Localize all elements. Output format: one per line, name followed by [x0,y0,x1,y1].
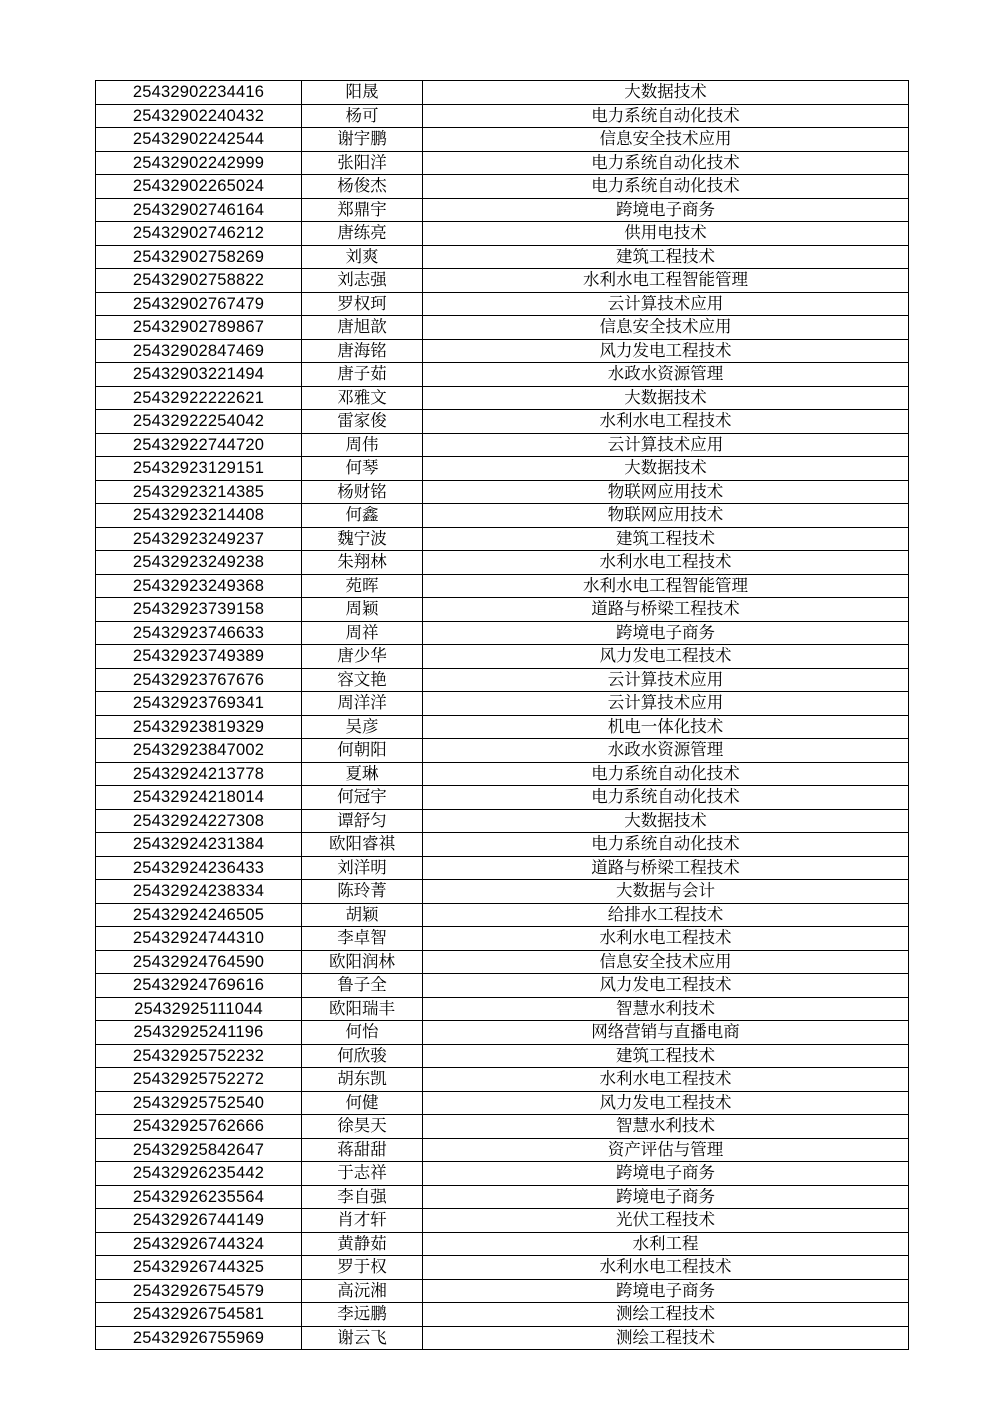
candidate-id: 25432923769341 [96,692,302,716]
candidate-name: 刘志强 [302,269,423,293]
table-row [96,997,909,1021]
table-row [96,269,909,293]
table-row [96,198,909,222]
table-row [96,715,909,739]
candidate-major: 云计算技术应用 [423,692,909,716]
candidate-name: 胡东凯 [302,1068,423,1092]
candidate-id: 25432923129151 [96,457,302,481]
candidate-id: 25432925111044 [96,997,302,1021]
candidate-id: 25432926744324 [96,1232,302,1256]
candidate-id: 25432923249368 [96,574,302,598]
candidate-major: 云计算技术应用 [423,433,909,457]
candidate-name: 唐海铭 [302,339,423,363]
candidate-major: 建筑工程技术 [423,245,909,269]
candidate-major: 智慧水利技术 [423,1115,909,1139]
candidate-id: 25432923214385 [96,480,302,504]
candidate-major: 云计算技术应用 [423,292,909,316]
candidate-id: 25432902789867 [96,316,302,340]
candidate-name: 肖才轩 [302,1209,423,1233]
candidate-major: 大数据技术 [423,457,909,481]
candidate-id: 25432922744720 [96,433,302,457]
candidate-name: 杨财铭 [302,480,423,504]
candidate-name: 陈玲菁 [302,880,423,904]
candidate-major: 电力系统自动化技术 [423,833,909,857]
candidate-name: 黄静茹 [302,1232,423,1256]
table-row [96,151,909,175]
candidate-id: 25432924246505 [96,903,302,927]
table-row [96,1303,909,1327]
candidate-name: 李自强 [302,1185,423,1209]
candidate-id: 25432926744149 [96,1209,302,1233]
table-row [96,81,909,105]
table-row [96,339,909,363]
candidate-name: 何健 [302,1091,423,1115]
candidate-id: 25432924213778 [96,762,302,786]
candidate-name: 罗于权 [302,1256,423,1280]
table-row [96,809,909,833]
candidate-name: 张阳洋 [302,151,423,175]
table-row [96,574,909,598]
table-row [96,363,909,387]
candidate-id: 25432925752540 [96,1091,302,1115]
candidate-major: 道路与桥梁工程技术 [423,598,909,622]
candidate-major: 大数据技术 [423,809,909,833]
candidate-major: 建筑工程技术 [423,1044,909,1068]
candidate-name: 谢宇鹏 [302,128,423,152]
candidate-name: 鲁子全 [302,974,423,998]
candidate-major: 网络营销与直播电商 [423,1021,909,1045]
table-row [96,950,909,974]
candidate-major: 水政水资源管理 [423,363,909,387]
candidate-id: 25432925762666 [96,1115,302,1139]
table-row [96,598,909,622]
candidate-name: 唐练亮 [302,222,423,246]
roster-table-body [96,81,909,1350]
candidate-name: 唐少华 [302,645,423,669]
candidate-name: 高沅湘 [302,1279,423,1303]
table-row [96,786,909,810]
table-row [96,457,909,481]
candidate-id: 25432924744310 [96,927,302,951]
table-row [96,175,909,199]
candidate-id: 25432923214408 [96,504,302,528]
candidate-name: 容文艳 [302,668,423,692]
candidate-name: 何琴 [302,457,423,481]
table-row [96,1068,909,1092]
candidate-name: 杨俊杰 [302,175,423,199]
candidate-major: 风力发电工程技术 [423,339,909,363]
candidate-name: 邓雅文 [302,386,423,410]
candidate-id: 25432902240432 [96,104,302,128]
table-row [96,410,909,434]
candidate-major: 水利水电工程智能管理 [423,269,909,293]
candidate-major: 水利水电工程智能管理 [423,574,909,598]
table-row [96,128,909,152]
candidate-id: 25432902234416 [96,81,302,105]
candidate-name: 杨可 [302,104,423,128]
candidate-major: 风力发电工程技术 [423,1091,909,1115]
candidate-major: 电力系统自动化技术 [423,104,909,128]
candidate-major: 电力系统自动化技术 [423,762,909,786]
candidate-name: 周伟 [302,433,423,457]
candidate-major: 水利水电工程技术 [423,927,909,951]
candidate-major: 信息安全技术应用 [423,316,909,340]
candidate-major: 跨境电子商务 [423,1162,909,1186]
candidate-name: 蒋甜甜 [302,1138,423,1162]
candidate-id: 25432926235442 [96,1162,302,1186]
table-row [96,1209,909,1233]
candidate-name: 徐昊天 [302,1115,423,1139]
table-row [96,739,909,763]
table-row [96,880,909,904]
candidate-id: 25432925842647 [96,1138,302,1162]
candidate-name: 吴彦 [302,715,423,739]
candidate-name: 朱翔林 [302,551,423,575]
table-row [96,1185,909,1209]
candidate-name: 郑鼎宇 [302,198,423,222]
candidate-major: 水利水电工程技术 [423,1256,909,1280]
table-row [96,433,909,457]
candidate-major: 电力系统自动化技术 [423,786,909,810]
table-row [96,1326,909,1350]
table-row [96,645,909,669]
table-row [96,527,909,551]
candidate-id: 25432923249238 [96,551,302,575]
candidate-id: 25432902242544 [96,128,302,152]
candidate-id: 25432923249237 [96,527,302,551]
candidate-major: 大数据与会计 [423,880,909,904]
table-row [96,292,909,316]
table-row [96,692,909,716]
candidate-id: 25432902847469 [96,339,302,363]
candidate-id: 25432902758269 [96,245,302,269]
candidate-name: 胡颖 [302,903,423,927]
candidate-major: 跨境电子商务 [423,1279,909,1303]
candidate-id: 25432902746164 [96,198,302,222]
candidate-id: 25432924231384 [96,833,302,857]
candidate-name: 何鑫 [302,504,423,528]
candidate-id: 25432923767676 [96,668,302,692]
candidate-major: 供用电技术 [423,222,909,246]
candidate-id: 25432922222621 [96,386,302,410]
candidate-id: 25432922254042 [96,410,302,434]
candidate-name: 欧阳瑞丰 [302,997,423,1021]
candidate-name: 李卓智 [302,927,423,951]
candidate-major: 机电一体化技术 [423,715,909,739]
table-row [96,504,909,528]
candidate-id: 25432924218014 [96,786,302,810]
candidate-major: 信息安全技术应用 [423,128,909,152]
candidate-major: 跨境电子商务 [423,1185,909,1209]
table-row [96,974,909,998]
candidate-name: 唐旭歆 [302,316,423,340]
candidate-name: 雷家俊 [302,410,423,434]
candidate-major: 风力发电工程技术 [423,645,909,669]
candidate-major: 风力发电工程技术 [423,974,909,998]
candidate-major: 物联网应用技术 [423,480,909,504]
table-row [96,1021,909,1045]
candidate-id: 25432926754579 [96,1279,302,1303]
candidate-id: 25432902746212 [96,222,302,246]
table-row [96,222,909,246]
candidate-id: 25432926744325 [96,1256,302,1280]
candidate-major: 给排水工程技术 [423,903,909,927]
candidate-name: 阳晟 [302,81,423,105]
table-row [96,1256,909,1280]
table-row [96,927,909,951]
candidate-major: 大数据技术 [423,386,909,410]
candidate-name: 周洋洋 [302,692,423,716]
candidate-major: 水利水电工程技术 [423,410,909,434]
candidate-id: 25432923746633 [96,621,302,645]
candidate-name: 谢云飞 [302,1326,423,1350]
candidate-id: 25432902758822 [96,269,302,293]
candidate-name: 唐子茹 [302,363,423,387]
candidate-id: 25432926235564 [96,1185,302,1209]
candidate-major: 跨境电子商务 [423,198,909,222]
candidate-major: 测绘工程技术 [423,1303,909,1327]
candidate-name: 于志祥 [302,1162,423,1186]
candidate-id: 25432924236433 [96,856,302,880]
candidate-name: 刘爽 [302,245,423,269]
candidate-major: 水利水电工程技术 [423,551,909,575]
candidate-major: 光伏工程技术 [423,1209,909,1233]
table-row [96,668,909,692]
candidate-id: 25432926755969 [96,1326,302,1350]
candidate-id: 25432902767479 [96,292,302,316]
table-row [96,1115,909,1139]
candidate-id: 25432925752272 [96,1068,302,1092]
table-row [96,762,909,786]
candidate-name: 何怡 [302,1021,423,1045]
table-row [96,245,909,269]
table-row [96,1091,909,1115]
candidate-id: 25432902242999 [96,151,302,175]
candidate-major: 物联网应用技术 [423,504,909,528]
candidate-major: 水利工程 [423,1232,909,1256]
candidate-name: 李远鹏 [302,1303,423,1327]
candidate-id: 25432924227308 [96,809,302,833]
table-row [96,480,909,504]
candidate-major: 测绘工程技术 [423,1326,909,1350]
candidate-major: 大数据技术 [423,81,909,105]
candidate-major: 电力系统自动化技术 [423,151,909,175]
candidate-name: 何朝阳 [302,739,423,763]
table-row [96,833,909,857]
table-row [96,104,909,128]
candidate-id: 25432924769616 [96,974,302,998]
candidate-major: 云计算技术应用 [423,668,909,692]
candidate-name: 欧阳睿祺 [302,833,423,857]
candidate-name: 夏琳 [302,762,423,786]
table-row [96,903,909,927]
table-row [96,1138,909,1162]
table-row [96,1044,909,1068]
admission-roster-table [95,80,909,1350]
candidate-id: 25432923749389 [96,645,302,669]
table-row [96,621,909,645]
candidate-name: 苑晖 [302,574,423,598]
candidate-id: 25432903221494 [96,363,302,387]
table-row [96,1162,909,1186]
candidate-name: 欧阳润林 [302,950,423,974]
candidate-major: 道路与桥梁工程技术 [423,856,909,880]
candidate-name: 魏宁波 [302,527,423,551]
candidate-major: 水政水资源管理 [423,739,909,763]
candidate-major: 信息安全技术应用 [423,950,909,974]
candidate-major: 电力系统自动化技术 [423,175,909,199]
candidate-name: 何欣骏 [302,1044,423,1068]
table-row [96,1232,909,1256]
candidate-id: 25432924764590 [96,950,302,974]
candidate-id: 25432925752232 [96,1044,302,1068]
table-row [96,386,909,410]
candidate-name: 谭舒匀 [302,809,423,833]
candidate-name: 周颖 [302,598,423,622]
candidate-name: 何冠宇 [302,786,423,810]
table-row [96,1279,909,1303]
candidate-id: 25432925241196 [96,1021,302,1045]
candidate-major: 智慧水利技术 [423,997,909,1021]
candidate-id: 25432923847002 [96,739,302,763]
table-row [96,856,909,880]
candidate-id: 25432923819329 [96,715,302,739]
candidate-id: 25432926754581 [96,1303,302,1327]
candidate-major: 资产评估与管理 [423,1138,909,1162]
candidate-id: 25432902265024 [96,175,302,199]
candidate-major: 水利水电工程技术 [423,1068,909,1092]
candidate-id: 25432923739158 [96,598,302,622]
table-row [96,551,909,575]
candidate-major: 建筑工程技术 [423,527,909,551]
table-row [96,316,909,340]
candidate-major: 跨境电子商务 [423,621,909,645]
candidate-name: 周祥 [302,621,423,645]
candidate-name: 罗权珂 [302,292,423,316]
candidate-name: 刘洋明 [302,856,423,880]
candidate-id: 25432924238334 [96,880,302,904]
